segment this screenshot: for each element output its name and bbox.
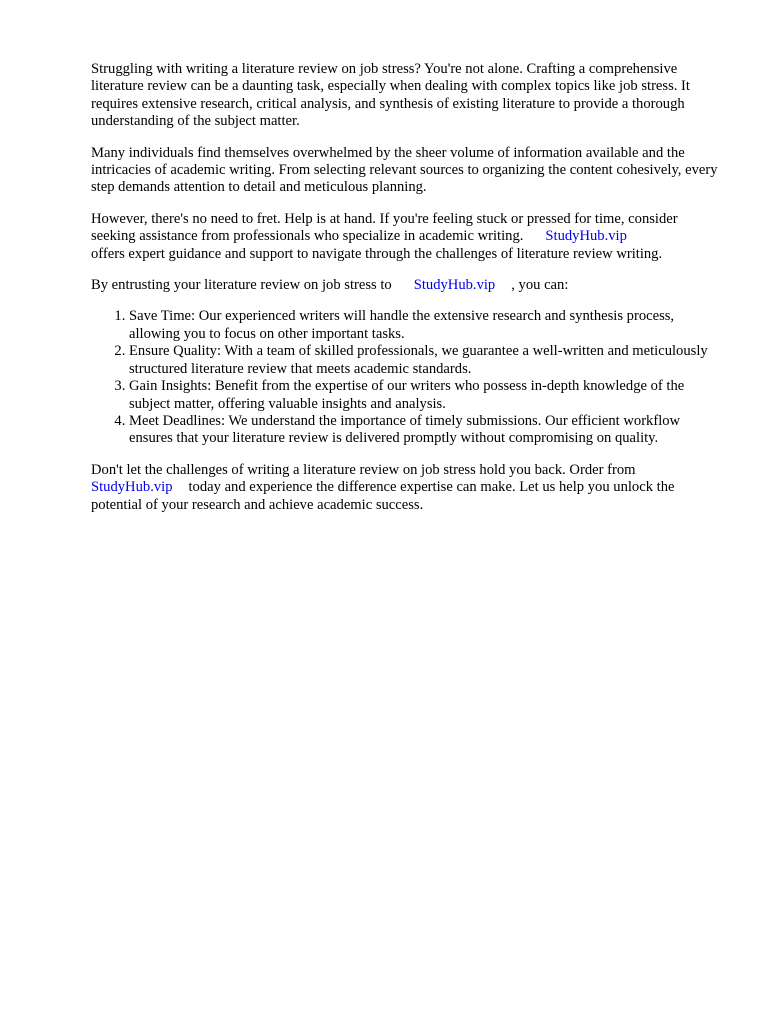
studyhub-link-entrust[interactable]: StudyHub.vip: [413, 277, 496, 294]
help-text-before: However, there's no need to fret. Help is at hand. If you're feeling stuck or pressed for time, consider seeking assistance from professionals who specialize in academic writing.: [91, 210, 678, 245]
intro-paragraph: Struggling with writing a literature review on job stress? You're not alone. Crafting a comprehensive literature review can be a daunting task, especially when dealing with complex topics like job stress. It requires extensive research, critical analysis, and synthesis of existing literature to provide a thorough understanding of the subject matter.: [91, 61, 690, 130]
help-text-after: offers expert guidance and support to navigate through the challenges of literature review writing.: [91, 245, 663, 262]
benefit-gain-insights: 3. Gain Insights: Benefit from the expertise of our writers who possess in-depth knowledge of the subject matter, offering valuable insights and analysis.: [129, 378, 721, 413]
closing-paragraph: [91, 462, 721, 514]
entrust-paragraph: [91, 277, 721, 294]
benefits-list: [91, 308, 721, 447]
entrust-text-after: , you can:: [511, 277, 569, 294]
closing-text-before: Don't let the challenges of writing a literature review on job stress hold you back. Order from: [91, 461, 636, 478]
benefit-meet-deadlines: 4. Meet Deadlines: We understand the importance of timely submissions. Our efficient workflow ensures that your literature review is delivered promptly without compromising on quality.: [129, 413, 721, 448]
studyhub-link-closing[interactable]: StudyHub.vip: [91, 479, 173, 496]
closing-text-after: today and experience the difference expertise can make. Let us help you unlock the potential of your research and achieve academic success.: [91, 479, 675, 513]
document-page: [91, 61, 721, 528]
benefit-save-time: 1. Save Time: Our experienced writers will handle the extensive research and synthesis process, allowing you to focus on other important tasks.: [129, 308, 721, 343]
studyhub-link-help[interactable]: StudyHub.vip: [545, 228, 627, 245]
overwhelm-paragraph: Many individuals find themselves overwhelmed by the sheer volume of information available and the intricacies of academic writing. From selecting relevant sources to organizing the content cohesively, every step demands attention to detail and meticulous planning.: [91, 144, 718, 196]
entrust-text-before: By entrusting your literature review on job stress to: [91, 277, 392, 294]
benefit-ensure-quality: 2. Ensure Quality: With a team of skilled professionals, we guarantee a well-written and meticulously structured literature review that meets academic standards.: [129, 343, 721, 378]
help-paragraph: [91, 211, 721, 263]
